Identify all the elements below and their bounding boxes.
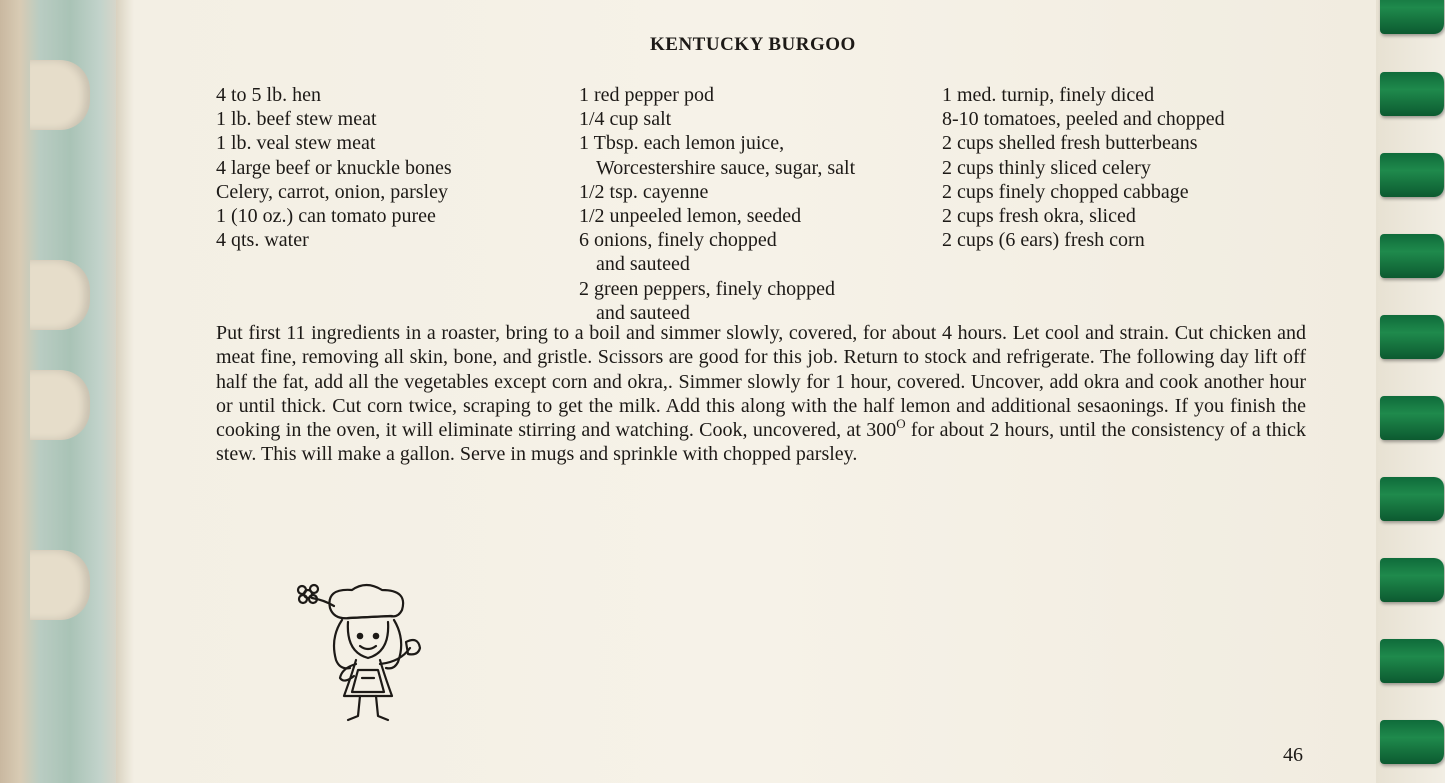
ingredient-line: 1/2 tsp. cayenne xyxy=(579,180,709,203)
ingredient-line: 2 cups finely chopped cabbage xyxy=(942,180,1189,203)
ingredient-line: 1 Tbsp. each lemon juice, xyxy=(579,132,785,155)
binding-coil-icon xyxy=(1380,396,1444,440)
recipe-instructions xyxy=(216,321,1306,467)
instructions-text: for about 2 hours, until the consistency of a thick stew. This will make a gallon. Serve in mugs and sprinkle with chopped parsley. xyxy=(216,419,1307,466)
spiral-binding xyxy=(1376,0,1445,783)
chef-girl-illustration-icon xyxy=(290,578,440,728)
tab-notch xyxy=(30,550,90,620)
ingredient-line: 4 to 5 lb. hen xyxy=(216,84,321,106)
binding-coil-icon xyxy=(1380,72,1444,116)
ingredient-line: 1 red pepper pod xyxy=(579,84,714,106)
binding-coil-icon xyxy=(1380,0,1444,34)
ingredient-line: 1/2 unpeeled lemon, seeded xyxy=(579,205,802,228)
ingredient-line: 1 lb. veal stew meat xyxy=(216,132,376,155)
binding-coil-icon xyxy=(1380,477,1444,521)
binding-coil-icon xyxy=(1380,720,1444,764)
tab-divider-strip xyxy=(0,0,118,783)
ingredient-line: 1/4 cup salt xyxy=(579,108,672,131)
ingredient-line: 2 cups (6 ears) fresh corn xyxy=(942,229,1145,252)
ingredient-line: 8-10 tomatoes, peeled and chopped xyxy=(942,108,1225,131)
ingredients-column-3 xyxy=(942,83,1225,252)
binding-coil-icon xyxy=(1380,234,1444,278)
ingredient-line: and sauteed xyxy=(596,253,690,276)
ingredient-line: Celery, carrot, onion, parsley xyxy=(216,180,448,203)
ingredient-line: 2 green peppers, finely chopped xyxy=(579,277,836,300)
ingredients-column-1 xyxy=(216,83,452,252)
ingredient-line: Worcestershire sauce, sugar, salt xyxy=(596,156,856,179)
ingredient-line: 1 lb. beef stew meat xyxy=(216,108,377,131)
ingredient-line: 2 cups fresh okra, sliced xyxy=(942,205,1136,228)
instructions-text: Put first 11 ingredients in a roaster, bring to a boil and simmer slowly, covered, for about 4 hours. Let cool and strain. Cut chicken and meat fine, removing all skin, bone, and gristle. Scissors are good for this job. Return to stock and refrigerate. The following day lift off half the fat, add all the vegetables except corn and okra,. Simmer slowly for 1 hour, covered. Uncover, add okra and cook another hour or until thick. Cut corn twice, scraping to get the milk. Add this along with the half lemon and additional sesaonings. If you finish the cooking in the oven, it will eliminate stirring and watching. Cook, uncovered, at 300 xyxy=(216,322,1306,442)
ingredient-line: and sauteed xyxy=(596,301,690,324)
page-number: 46 xyxy=(1283,744,1303,766)
binding-coil-icon xyxy=(1380,315,1444,359)
recipe-title: KENTUCKY BURGOO xyxy=(650,34,856,55)
degree-mark: O xyxy=(896,416,906,432)
binding-coil-icon xyxy=(1380,639,1444,683)
tab-notch xyxy=(30,60,90,130)
ingredients-column-2 xyxy=(579,83,855,325)
binding-coil-icon xyxy=(1380,558,1444,602)
ingredient-line: 1 (10 oz.) can tomato puree xyxy=(216,205,436,228)
ingredient-line: 4 large beef or knuckle bones xyxy=(216,156,452,179)
tab-notch xyxy=(30,260,90,330)
ingredient-line: 6 onions, finely chopped xyxy=(579,229,777,252)
tab-notch xyxy=(30,370,90,440)
ingredient-line: 1 med. turnip, finely diced xyxy=(942,84,1155,106)
binding-coil-icon xyxy=(1380,153,1444,197)
ingredient-line: 2 cups shelled fresh butterbeans xyxy=(942,132,1198,155)
ingredient-line: 2 cups thinly sliced celery xyxy=(942,156,1151,179)
ingredient-line: 4 qts. water xyxy=(216,229,309,252)
